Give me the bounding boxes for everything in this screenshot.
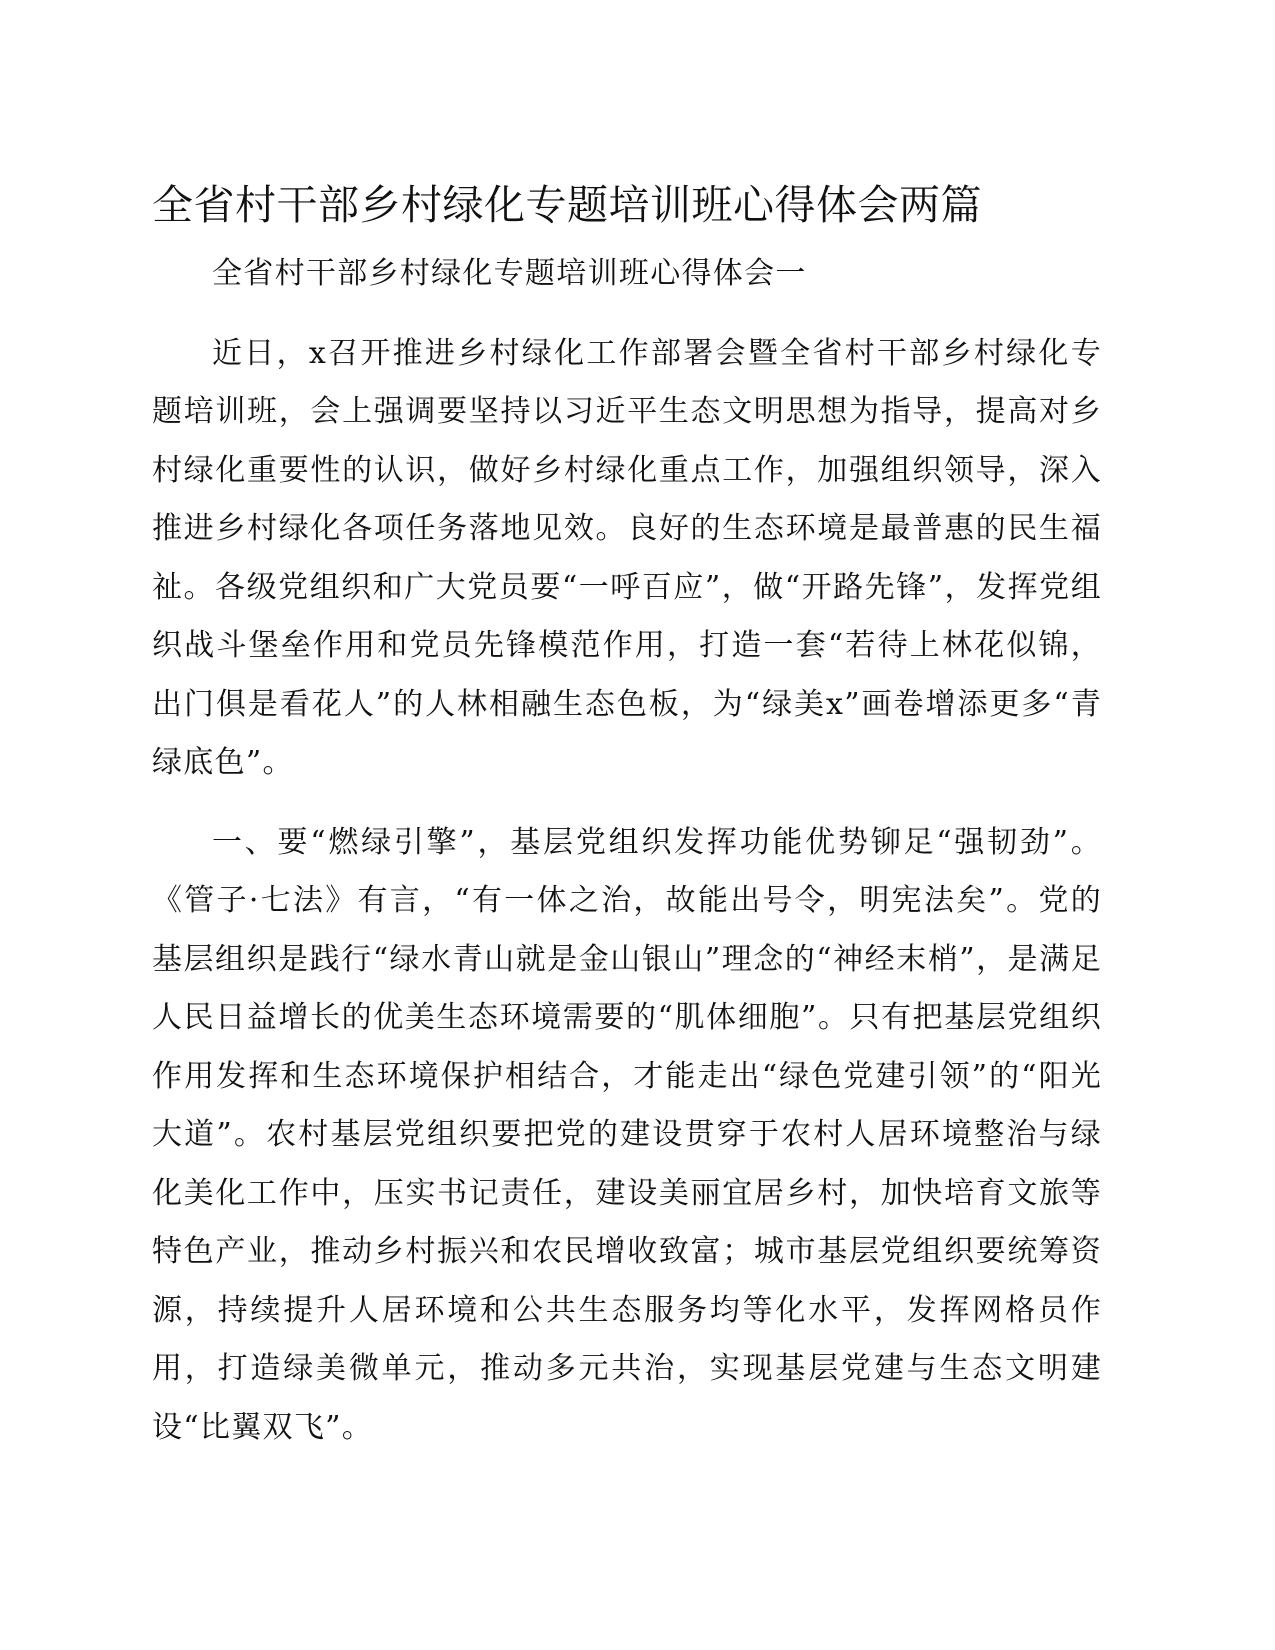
document-title: 全省村干部乡村绿化专题培训班心得体会两篇 (152, 181, 982, 229)
paragraph-intro: 近日，x召开推进乡村绿化工作部署会暨全省村干部乡村绿化专题培训班，会上强调要坚持以习近平生态文明思想为指导，提高对乡村绿化重要性的认识，做好乡村绿化重点工作，加强组织领导，深入推进乡村绿化各项任务落地见效。良好的生态环境是最普惠的民生福祉。各级党组织和广大党员要“一呼百应”，做“开路先锋”，发挥党组织战斗堡垒作用和党员先锋模范作用，打造一套“若待上林花似锦，出门俱是看花人”的人林相融生态色板，为“绿美x”画卷增添更多“青绿底色”。 (152, 335, 1102, 780)
paragraph-point-one: 一、要“燃绿引擎”，基层党组织发挥功能优势铆足“强韧劲”。《管子·七法》有言，“有一体之治，故能出号令，明宪法矣”。党的基层组织是践行“绿水青山就是金山银山”理念的“神经末梢”，是满足人民日益增长的优美生态环境需要的“肌体细胞”。只有把基层党组织作用发挥和生态环境保护相结合，才能走出“绿色党建引领”的“阳光大道”。农村基层党组织要把党的建设贯穿于农村人居环境整治与绿化美化工作中，压实书记责任，建设美丽宜居乡村，加快培育文旅等特色产业，推动乡村振兴和农民增收致富；城市基层党组织要统筹资源，持续提升人居环境和公共生态服务均等化水平，发挥网格员作用，打造绿美微单元，推动多元共治，实现基层党建与生态文明建设“比翼双飞”。 (152, 824, 1102, 1445)
document-body (152, 245, 1102, 1478)
section-subtitle: 全省村干部乡村绿化专题培训班心得体会一 (212, 256, 807, 291)
